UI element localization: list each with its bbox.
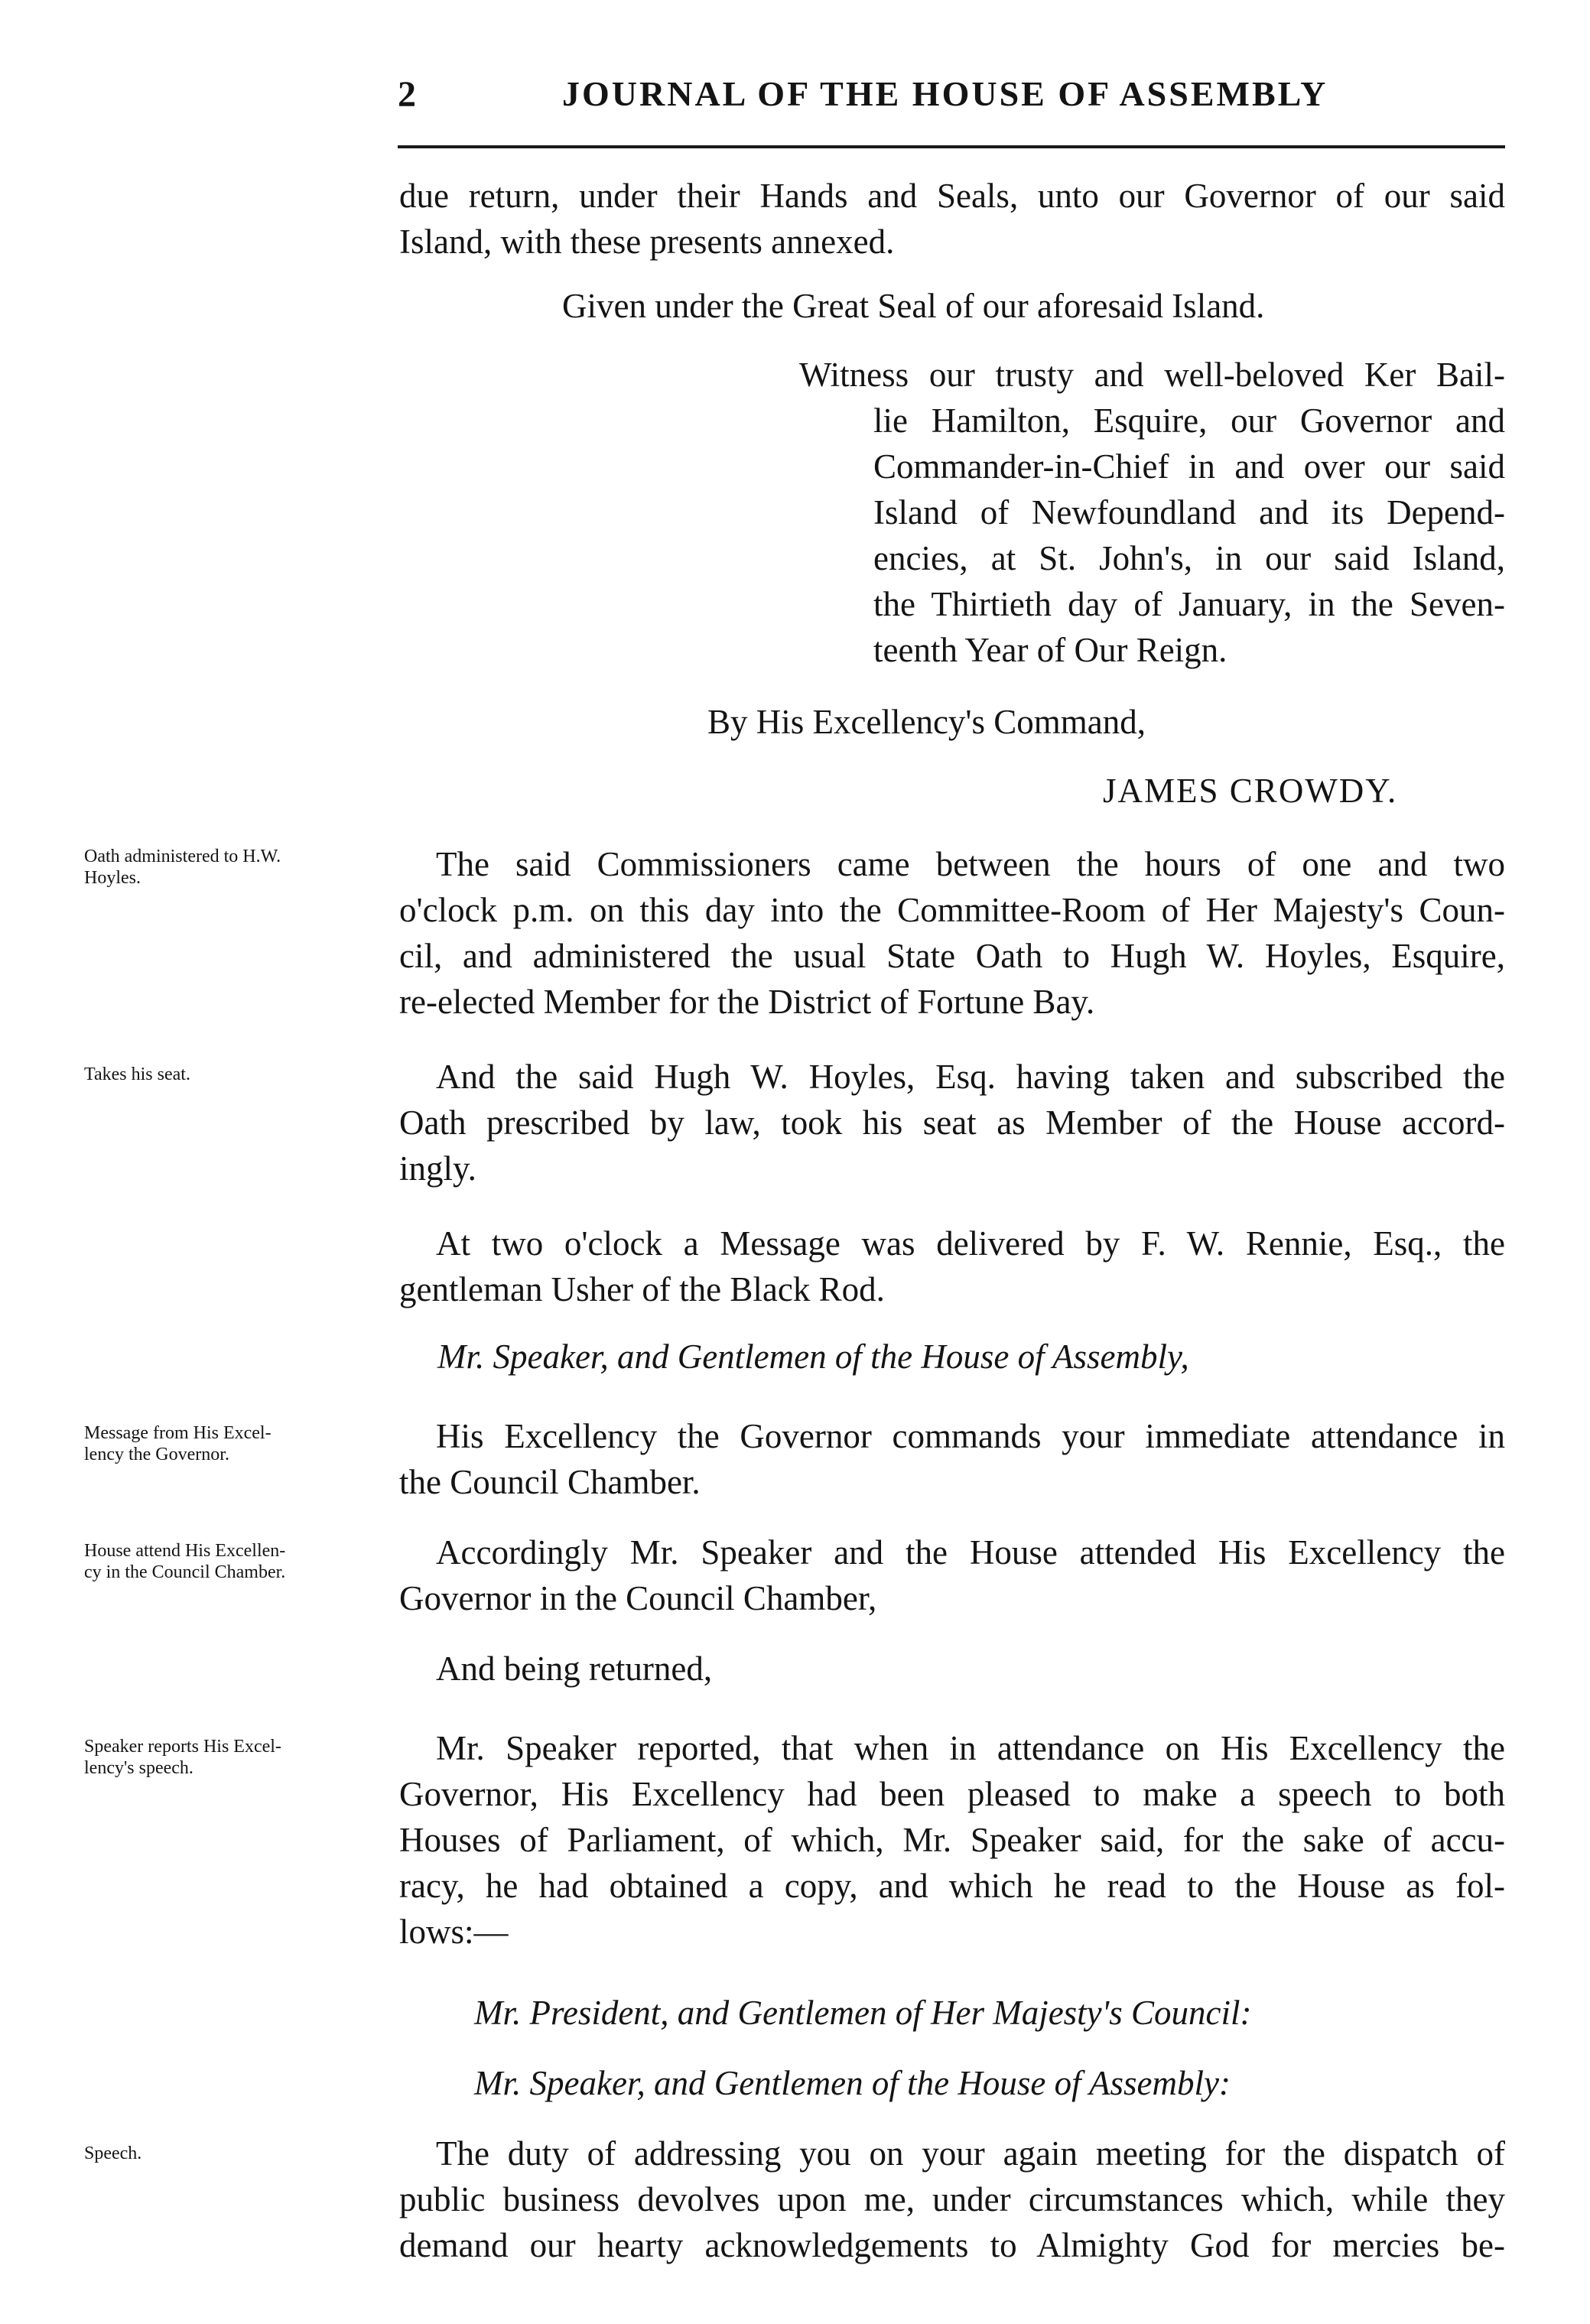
text-line: Accordingly Mr. Speaker and the House attended His Excellency the	[436, 1533, 1505, 1572]
witness-line: the Thirtieth day of January, in the Seven-	[873, 585, 1505, 623]
witness-line: lie Hamilton, Esquire, our Governor and	[873, 401, 1505, 440]
text-line: Mr. Speaker, and Gentlemen of the House of Assembly:	[474, 2064, 1231, 2102]
margin-note-line: lency the Governor.	[84, 1445, 229, 1464]
given-under-seal	[562, 283, 1264, 329]
text-line: Given under the Great Seal of our aforesaid Island.	[562, 287, 1265, 325]
paragraph-returned	[436, 1646, 712, 1692]
text-line: Mr. Speaker, and Gentlemen of the House of Assembly,	[437, 1338, 1189, 1376]
running-title: JOURNAL OF THE HOUSE OF ASSEMBLY	[562, 74, 1328, 113]
margin-note-attend	[84, 1540, 390, 1583]
paragraph-oath	[399, 841, 1505, 1025]
margin-note-oath	[84, 846, 390, 889]
margin-note-line: Takes his seat.	[84, 1064, 190, 1084]
text-line: demand our hearty acknowledgements to Almighty God for mercies be-	[399, 2226, 1505, 2264]
text-line: o'clock p.m. on this day into the Committee-Room of Her Majesty's Coun-	[399, 891, 1505, 929]
margin-note-line: Oath administered to H.W.	[84, 847, 281, 866]
text-line: Oath prescribed by law, took his seat as Member of the House accord-	[399, 1103, 1505, 1142]
text-line: due return, under their Hands and Seals, unto our Governor of our said	[399, 177, 1505, 215]
witness-line: Commander-in-Chief in and over our said	[873, 447, 1505, 486]
text-line: At two o'clock a Message was delivered by F. W. Rennie, Esq., the	[436, 1224, 1505, 1263]
text-line: ingly.	[399, 1149, 476, 1188]
text-line: Mr. Speaker reported, that when in attendance on His Excellency the	[436, 1729, 1505, 1767]
text-line: racy, he had obtained a copy, and which he read to the House as fol-	[399, 1867, 1505, 1905]
proclamation-text	[399, 173, 1505, 219]
text-line: re-elected Member for the District of Fortune Bay.	[399, 983, 1095, 1021]
witness-block-cont	[873, 398, 1505, 673]
margin-note-speech	[84, 2143, 390, 2164]
text-line: The duty of addressing you on your again meeting for the dispatch of	[436, 2134, 1505, 2173]
margin-note-reports	[84, 1736, 390, 1779]
paragraph-seat	[399, 1054, 1505, 1191]
text-line: Houses of Parliament, of which, Mr. Speaker said, for the sake of accu-	[399, 1821, 1505, 1859]
paragraph-reported	[399, 1725, 1505, 1955]
signature	[1103, 768, 1397, 814]
text-line: the Council Chamber.	[399, 1463, 701, 1501]
witness-block	[799, 352, 1505, 398]
command-line	[707, 699, 1146, 745]
text-line: Mr. President, and Gentlemen of Her Majesty's Council:	[474, 1994, 1252, 2032]
text-line: public business devolves upon me, under circumstances which, while they	[399, 2180, 1505, 2218]
text-line: JAMES CROWDY.	[1103, 772, 1398, 810]
text-line: cil, and administered the usual State Oath to Hugh W. Hoyles, Esquire,	[399, 937, 1505, 975]
paragraph-speech	[399, 2131, 1505, 2268]
margin-note-message	[84, 1422, 390, 1465]
page-header	[398, 73, 1503, 127]
margin-note-line: House attend His Excellen-	[84, 1541, 286, 1561]
witness-line: encies, at St. John's, in our said Island,	[873, 539, 1505, 577]
address-assembly-2	[474, 2060, 1231, 2106]
paragraph-governor-commands	[399, 1413, 1505, 1505]
margin-note-seat	[84, 1064, 390, 1085]
witness-line: Island of Newfoundland and its Depend-	[873, 493, 1505, 531]
text-line: By His Excellency's Command,	[707, 703, 1146, 741]
header-rule	[398, 145, 1505, 148]
margin-note-line: lency's speech.	[84, 1758, 193, 1778]
address-assembly	[437, 1334, 1189, 1380]
witness-line: teenth Year of Our Reign.	[873, 631, 1227, 669]
page-number: 2	[398, 74, 417, 115]
text-line: Governor, His Excellency had been pleased to make a speech to both	[399, 1775, 1505, 1813]
address-council	[474, 1990, 1252, 2036]
margin-note-line: Message from His Excel-	[84, 1423, 272, 1443]
text-line: Island, with these presents annexed.	[399, 223, 895, 261]
text-line: The said Commissioners came between the hours of one and two	[436, 845, 1505, 883]
paragraph-accordingly	[399, 1529, 1505, 1621]
text-line: gentleman Usher of the Black Rod.	[399, 1270, 885, 1308]
text-line: lows:—	[399, 1913, 509, 1951]
margin-note-line: cy in the Council Chamber.	[84, 1562, 286, 1582]
paragraph-black-rod	[399, 1221, 1505, 1312]
text-line: And the said Hugh W. Hoyles, Esq. having taken and subscribed the	[436, 1058, 1505, 1096]
margin-note-line: Speech.	[84, 2144, 142, 2163]
proclamation-text-end	[399, 219, 1505, 265]
witness-line: Witness our trusty and well-beloved Ker Bail-	[799, 356, 1505, 394]
text-line: Governor in the Council Chamber,	[399, 1579, 877, 1617]
margin-note-line: Hoyles.	[84, 868, 141, 888]
text-line: His Excellency the Governor commands your immediate attendance in	[436, 1417, 1505, 1455]
margin-note-line: Speaker reports His Excel-	[84, 1737, 281, 1757]
text-line: And being returned,	[436, 1650, 713, 1688]
